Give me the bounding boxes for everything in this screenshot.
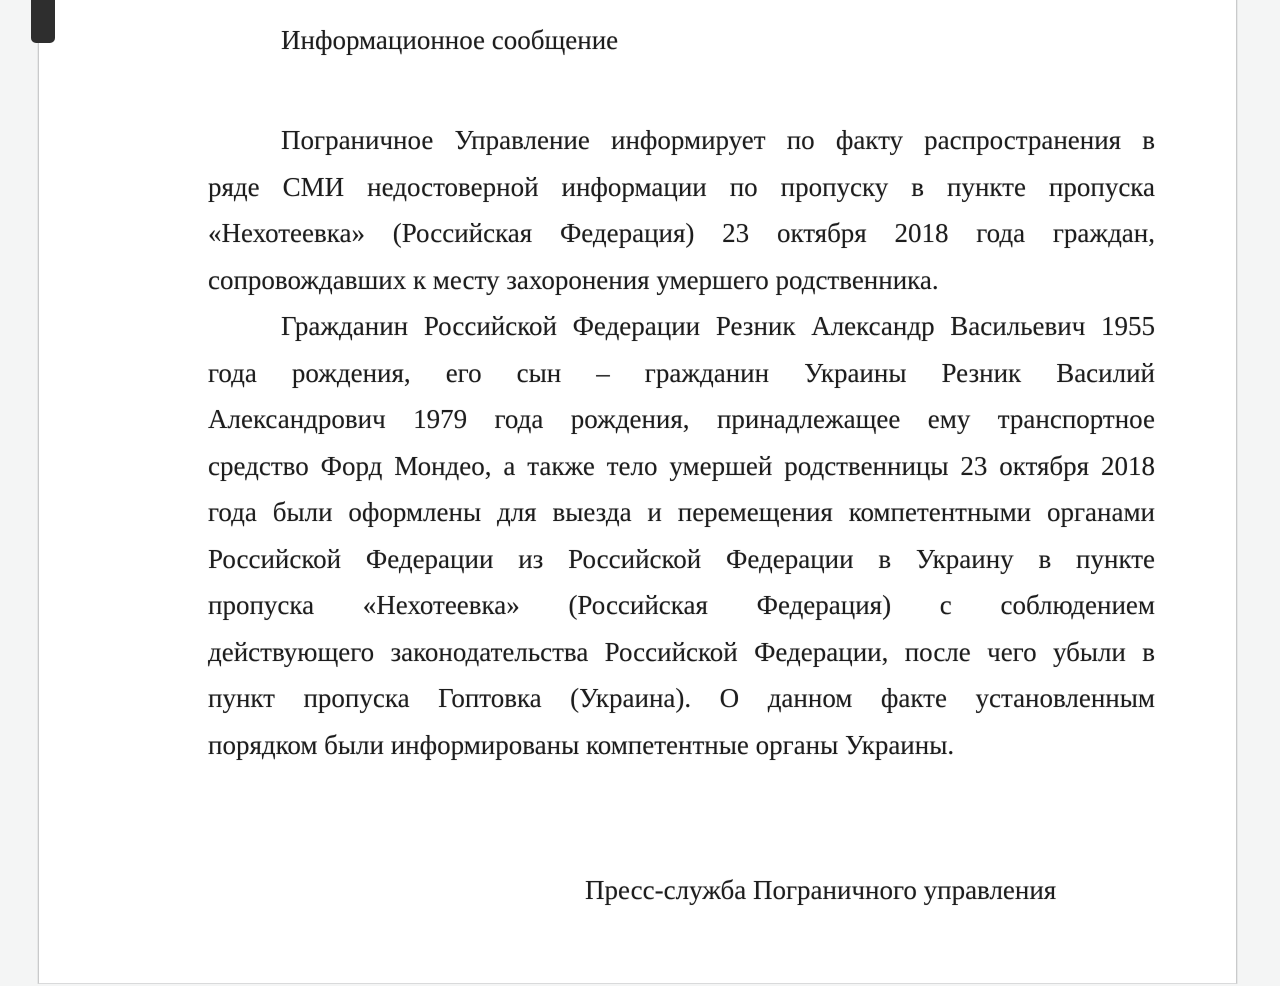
document-line: ряде СМИ недостоверной информации по пропуску в пункте пропуска	[208, 171, 1155, 202]
document-line: «Нехотеевка» (Российская Федерация) 23 октября 2018 года граждан,	[208, 218, 1155, 248]
document-line: порядком были информированы компетентные органы Украины.	[208, 729, 955, 760]
document-line: Пограничное Управление информирует по факту распространения в	[281, 125, 1155, 155]
document-signature: Пресс-служба Пограничного управления	[585, 875, 1057, 905]
document-line: Александрович 1979 года рождения, принадлежащее ему транспортное	[208, 404, 1155, 434]
document-line: пропуска «Нехотеевка» (Российская Федерация) с соблюдением	[208, 590, 1155, 620]
document-line: средство Форд Мондео, а также тело умершей родственницы 23 октября 2018	[208, 450, 1155, 481]
document-body	[208, 117, 1155, 768]
document-page	[38, 0, 1237, 984]
document-line: Гражданин Российской Федерации Резник Александр Васильевич 1955	[281, 311, 1155, 341]
document-title: Информационное сообщение	[281, 25, 619, 55]
document-line: пункт пропуска Гоптовка (Украина). О данном факте установленным	[208, 683, 1155, 713]
document-line: Российской Федерации из Российской Федерации в Украину в пункте	[208, 543, 1155, 574]
document-line: года рождения, его сын – гражданин Украины Резник Василий	[208, 357, 1155, 388]
scrollbar-thumb[interactable]	[31, 0, 55, 43]
document-line: года были оформлены для выезда и перемещения компетентными органами	[208, 497, 1155, 527]
document-line: действующего законодательства Российской Федерации, после чего убыли в	[208, 636, 1155, 667]
document-line: сопровождавших к месту захоронения умершего родственника.	[208, 264, 939, 295]
